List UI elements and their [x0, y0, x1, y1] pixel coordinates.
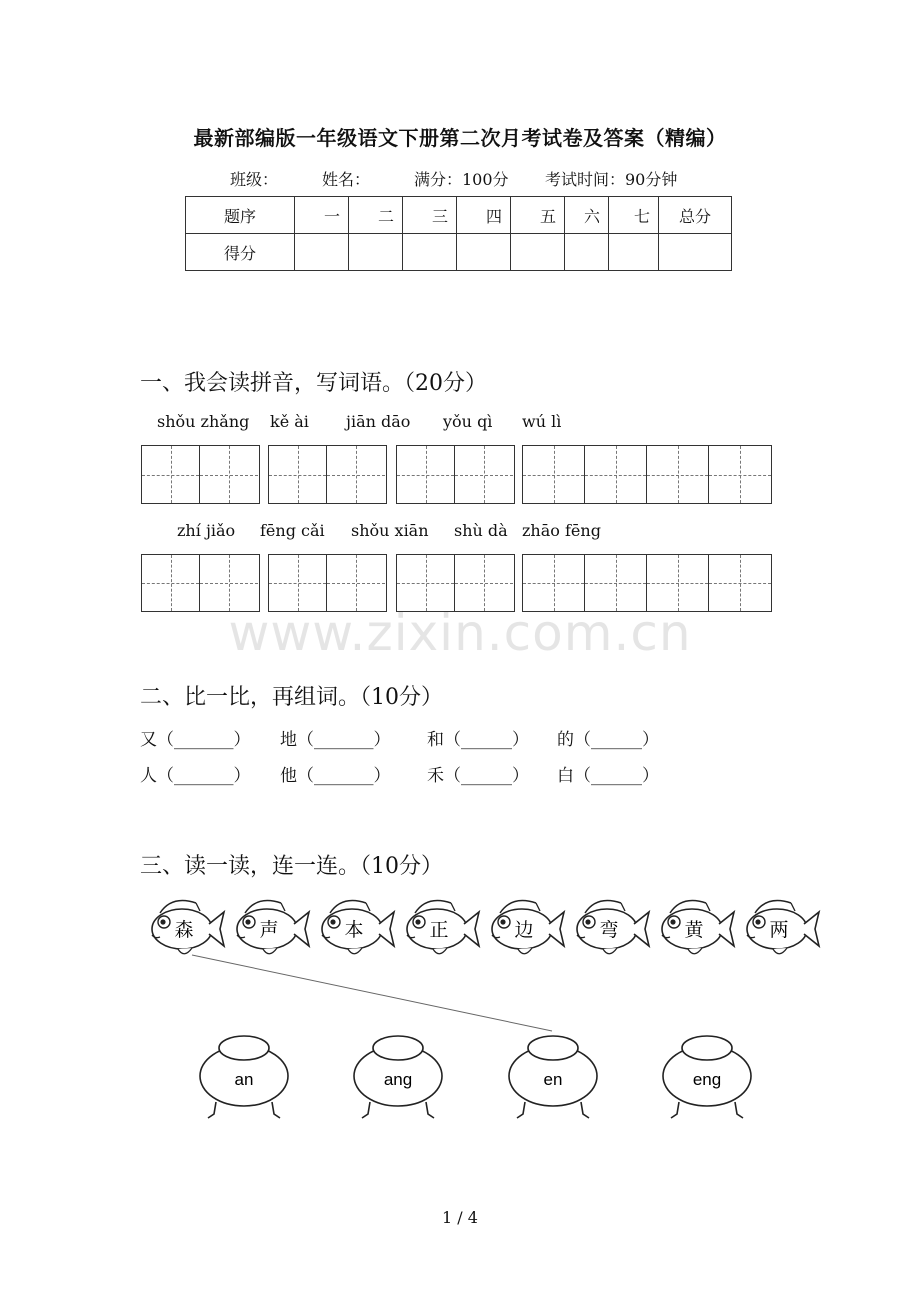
pinyin-label: fēng cǎi — [260, 521, 325, 540]
writing-grid[interactable] — [141, 445, 260, 504]
fish-card[interactable] — [237, 901, 309, 954]
section-1-heading: 一、我会读拼音，写词语。（20分） — [140, 371, 487, 396]
score-cell[interactable] — [511, 234, 565, 271]
page-number: 1 / 4 — [442, 1208, 478, 1227]
fish-character: 正 — [429, 919, 449, 941]
page-title: 最新部编版一年级语文下册第二次月考试卷及答案（精编） — [193, 126, 727, 150]
section-2-heading: 二、比一比，再组词。（10分） — [140, 685, 443, 710]
writing-grid[interactable] — [396, 445, 515, 504]
exam-time: 考试时间：90分钟 — [545, 170, 678, 189]
pot-syllable: ang — [383, 1070, 413, 1089]
fish-card[interactable] — [152, 901, 224, 954]
column-header: 五 — [511, 197, 565, 234]
score-table — [185, 196, 732, 271]
table-header-cell: 题序 — [186, 197, 295, 234]
score-cell[interactable] — [565, 234, 609, 271]
pinyin-label: wú lì — [522, 412, 562, 431]
fish-card[interactable] — [492, 901, 564, 954]
word-blank[interactable]: 禾（______） — [427, 766, 529, 786]
fish-card[interactable] — [662, 901, 734, 954]
pot-syllable: an — [234, 1070, 254, 1089]
watermark: www.zixin.com.cn — [228, 604, 692, 662]
matching-diagram — [0, 880, 920, 1140]
pinyin-label: yǒu qì — [443, 412, 493, 431]
column-header: 四 — [457, 197, 511, 234]
word-blank[interactable]: 人（_______） — [140, 766, 251, 786]
score-cell[interactable] — [295, 234, 349, 271]
score-cell[interactable] — [349, 234, 403, 271]
pinyin-label: zhí jiǎo — [177, 521, 236, 540]
word-blank[interactable]: 又（_______） — [140, 730, 251, 750]
score-cell[interactable] — [403, 234, 457, 271]
fish-card[interactable] — [577, 901, 649, 954]
pinyin-label: shù dà — [454, 521, 508, 540]
word-blank[interactable]: 他（_______） — [280, 766, 391, 786]
table-row — [186, 197, 732, 234]
pot-syllable: en — [543, 1070, 563, 1089]
column-header: 七 — [609, 197, 659, 234]
fish-character: 声 — [259, 919, 279, 941]
score-cell[interactable] — [609, 234, 659, 271]
fish-character: 弯 — [599, 919, 619, 941]
connection-line — [192, 955, 552, 1031]
table-header-cell: 得分 — [186, 234, 295, 271]
pot-syllable: eng — [692, 1070, 722, 1089]
column-header: 三 — [403, 197, 457, 234]
score-cell[interactable] — [457, 234, 511, 271]
fish-card[interactable] — [322, 901, 394, 954]
writing-grid[interactable] — [522, 445, 772, 504]
pinyin-label: shǒu zhǎng — [157, 412, 250, 431]
column-header: 总分 — [659, 197, 732, 234]
fish-character: 两 — [769, 919, 789, 941]
fish-character: 森 — [174, 919, 194, 941]
column-header: 一 — [295, 197, 349, 234]
pinyin-label: zhāo fēng — [522, 521, 601, 540]
pinyin-label: shǒu xiān — [351, 521, 429, 540]
fish-character: 黄 — [684, 919, 704, 941]
pot-card[interactable] — [509, 1036, 597, 1118]
word-blank[interactable]: 的（______） — [557, 730, 659, 750]
pot-card[interactable] — [663, 1036, 751, 1118]
column-header: 六 — [565, 197, 609, 234]
fish-card[interactable] — [747, 901, 819, 954]
pinyin-label: kě ài — [270, 412, 309, 431]
column-header: 二 — [349, 197, 403, 234]
table-row — [186, 234, 732, 271]
word-blank[interactable]: 地（_______） — [280, 730, 391, 750]
class-label: 班级： — [230, 170, 279, 189]
section-3-heading: 三、读一读，连一连。（10分） — [140, 854, 443, 879]
pot-card[interactable] — [354, 1036, 442, 1118]
fish-card[interactable] — [407, 901, 479, 954]
word-blank[interactable]: 白（______） — [557, 766, 659, 786]
writing-grid[interactable] — [268, 445, 387, 504]
pinyin-label: jiān dāo — [346, 412, 411, 431]
full-score: 满分：100分 — [414, 170, 509, 189]
pot-card[interactable] — [200, 1036, 288, 1118]
fish-character: 边 — [514, 919, 534, 941]
fish-character: 本 — [344, 919, 364, 941]
score-cell[interactable] — [659, 234, 732, 271]
word-blank[interactable]: 和（______） — [427, 730, 529, 750]
name-label: 姓名： — [322, 170, 371, 189]
